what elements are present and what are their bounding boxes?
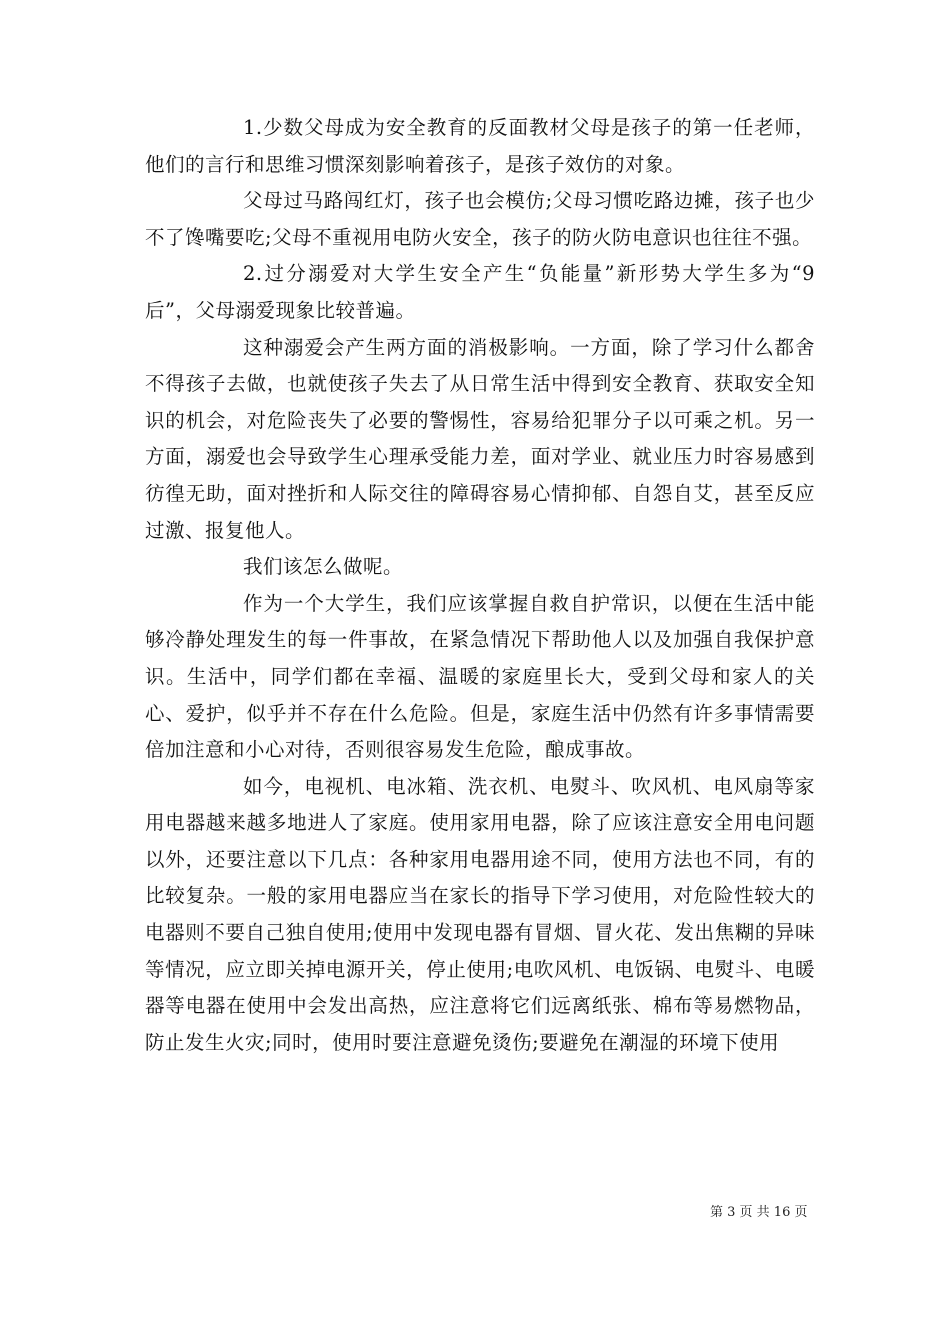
paragraph-5: 我们该怎么做呢。 [243, 555, 404, 579]
paragraph-6: 作为一个大学生，我们应该掌握自救自护常识，以便在生活中能够冷静处理发生的每一件事故，在紧急情况下帮助他人以及加强自我保护意识。生活中，同学们都在幸福、温暖的家庭里长大，受到父母和家人的关心、爱护，似乎并不存在什么危险。但是，家庭生活中仍然有许多事情需要倍加注意和小心对待，否则很容易发生危险，酿成事故。 [145, 591, 815, 762]
paragraph-1: 1.少数父母成为安全教育的反面教材父母是孩子的第一任老师，他们的言行和思维习惯深刻影响着孩子，是孩子效仿的对象。 [145, 116, 815, 176]
paragraph-2: 父母过马路闯红灯，孩子也会模仿;父母习惯吃路边摊，孩子也少不了馋嘴要吃;父母不重视用电防火安全，孩子的防火防电意识也往往不强。 [145, 189, 815, 249]
paragraph-7: 如今，电视机、电冰箱、洗衣机、电熨斗、吹风机、电风扇等家用电器越来越多地进人了家庭。使用家用电器，除了应该注意安全用电问题以外，还要注意以下几点：各种家用电器用途不同，使用方法也不同，有的比较复杂。一般的家用电器应当在家长的指导下学习使用，对危险性较大的电器则不要自己独自使用;使用中发现电器有冒烟、冒火花、发出焦糊的异味等情况，应立即关掉电源开关，停止使用;电吹风机、电饭锅、电熨斗、电暖器等电器在使用中会发出高热，应注意将它们远离纸张、棉布等易燃物品，防止发生火灾;同时，使用时要注意避免烫伤;要避免在潮湿的环境下使用 [145, 774, 815, 1054]
paragraph-4: 这种溺爱会产生两方面的消极影响。一方面，除了学习什么都舍不得孩子去做，也就使孩子失去了从日常生活中得到安全教育、获取安全知识的机会，对危险丧失了必要的警惕性，容易给犯罪分子以可乘之机。另一方面，溺爱也会导致学生心理承受能力差，面对学业、就业压力时容易感到彷徨无助，面对挫折和人际交往的障碍容易心情抑郁、自怨自艾，甚至反应过激、报复他人。 [145, 335, 815, 542]
document-body [145, 110, 815, 1061]
page-number-footer: 第 3 页 共 16 页 [710, 1205, 808, 1220]
paragraph-3: 2.过分溺爱对大学生安全产生“负能量”新形势大学生多为“9后”，父母溺爱现象比较普遍。 [145, 262, 815, 322]
